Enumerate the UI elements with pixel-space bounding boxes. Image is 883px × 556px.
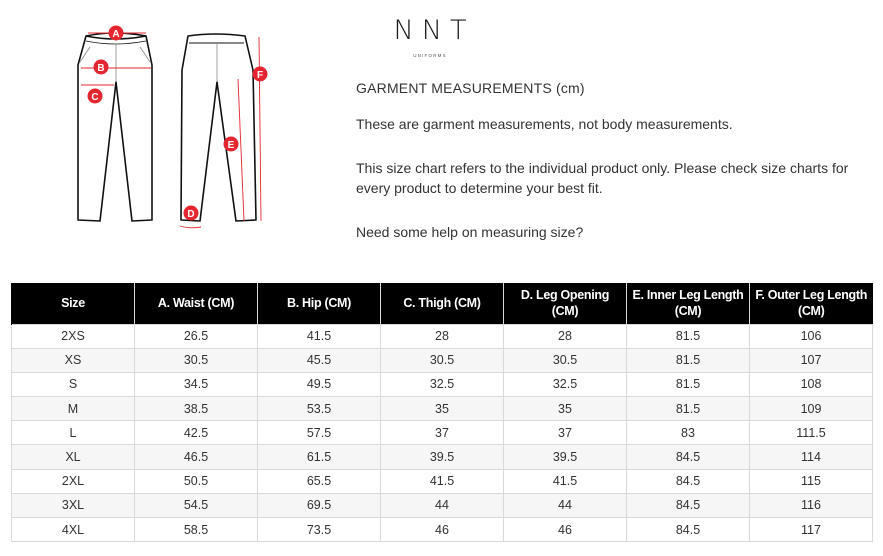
cell-inner-leg-length: 84.5 bbox=[627, 518, 750, 542]
cell-outer-leg-length: 116 bbox=[750, 493, 873, 517]
garment-note: These are garment measurements, not body measurements. bbox=[356, 116, 733, 132]
cell-waist: 50.5 bbox=[135, 469, 258, 493]
cell-outer-leg-length: 114 bbox=[750, 445, 873, 469]
cell-leg-opening: 46 bbox=[504, 518, 627, 542]
cell-leg-opening: 39.5 bbox=[504, 445, 627, 469]
cell-waist: 34.5 bbox=[135, 372, 258, 396]
cell-leg-opening: 37 bbox=[504, 421, 627, 445]
cell-size: XS bbox=[12, 348, 135, 372]
svg-text:F: F bbox=[256, 70, 264, 81]
table-row bbox=[12, 421, 873, 445]
measuring-help-link[interactable]: Need some help on measuring size? bbox=[356, 224, 584, 240]
cell-size: M bbox=[12, 397, 135, 421]
header-waist: A. Waist (CM) bbox=[135, 283, 258, 324]
cell-waist: 58.5 bbox=[135, 518, 258, 542]
cell-inner-leg-length: 84.5 bbox=[627, 445, 750, 469]
cell-thigh: 41.5 bbox=[381, 469, 504, 493]
cell-hip: 65.5 bbox=[258, 469, 381, 493]
front-pants-icon bbox=[78, 33, 152, 221]
header-thigh: C. Thigh (CM) bbox=[381, 283, 504, 324]
cell-size: 3XL bbox=[12, 493, 135, 517]
cell-inner-leg-length: 81.5 bbox=[627, 324, 750, 348]
cell-waist: 38.5 bbox=[135, 397, 258, 421]
cell-waist: 54.5 bbox=[135, 493, 258, 517]
back-pants-icon bbox=[181, 34, 256, 221]
header-inner-leg-length: E. Inner Leg Length (CM) bbox=[627, 283, 750, 324]
marker-f-icon bbox=[253, 67, 268, 82]
cell-leg-opening: 44 bbox=[504, 493, 627, 517]
cell-inner-leg-length: 81.5 bbox=[627, 348, 750, 372]
marker-a-icon bbox=[109, 26, 124, 41]
table-row bbox=[12, 469, 873, 493]
cell-outer-leg-length: 111.5 bbox=[750, 421, 873, 445]
svg-text:A: A bbox=[112, 29, 120, 40]
table-row bbox=[12, 493, 873, 517]
measurement-info bbox=[356, 78, 866, 242]
cell-hip: 69.5 bbox=[258, 493, 381, 517]
table-header-row bbox=[12, 283, 873, 324]
cell-size: 2XL bbox=[12, 469, 135, 493]
cell-outer-leg-length: 117 bbox=[750, 518, 873, 542]
header-size: Size bbox=[12, 283, 135, 324]
table-row bbox=[12, 348, 873, 372]
cell-waist: 30.5 bbox=[135, 348, 258, 372]
cell-waist: 46.5 bbox=[135, 445, 258, 469]
cell-outer-leg-length: 109 bbox=[750, 397, 873, 421]
svg-text:E: E bbox=[227, 140, 235, 151]
cell-outer-leg-length: 107 bbox=[750, 348, 873, 372]
marker-c-icon bbox=[88, 89, 103, 104]
cell-thigh: 35 bbox=[381, 397, 504, 421]
brand-logo bbox=[385, 17, 475, 58]
cell-size: S bbox=[12, 372, 135, 396]
cell-size: XL bbox=[12, 445, 135, 469]
cell-inner-leg-length: 84.5 bbox=[627, 493, 750, 517]
cell-thigh: 30.5 bbox=[381, 348, 504, 372]
table-row bbox=[12, 445, 873, 469]
cell-thigh: 28 bbox=[381, 324, 504, 348]
cell-leg-opening: 28 bbox=[504, 324, 627, 348]
cell-thigh: 37 bbox=[381, 421, 504, 445]
cell-hip: 61.5 bbox=[258, 445, 381, 469]
cell-hip: 53.5 bbox=[258, 397, 381, 421]
cell-thigh: 46 bbox=[381, 518, 504, 542]
cell-size: 2XS bbox=[12, 324, 135, 348]
svg-text:C: C bbox=[91, 92, 99, 103]
svg-text:B: B bbox=[97, 63, 105, 74]
cell-inner-leg-length: 84.5 bbox=[627, 469, 750, 493]
table-row bbox=[12, 372, 873, 396]
brand-subtitle: UNIFORMS bbox=[413, 53, 447, 58]
cell-waist: 42.5 bbox=[135, 421, 258, 445]
cell-hip: 73.5 bbox=[258, 518, 381, 542]
marker-b-icon bbox=[94, 60, 109, 75]
table-row bbox=[12, 397, 873, 421]
pants-measurement-diagram bbox=[60, 20, 290, 235]
cell-leg-opening: 35 bbox=[504, 397, 627, 421]
cell-inner-leg-length: 81.5 bbox=[627, 372, 750, 396]
size-chart-disclaimer: This size chart refers to the individual product only. Please check size charts for every product to determine your best fit. bbox=[356, 160, 849, 196]
cell-size: L bbox=[12, 421, 135, 445]
cell-thigh: 44 bbox=[381, 493, 504, 517]
size-chart-table bbox=[11, 283, 873, 542]
cell-hip: 57.5 bbox=[258, 421, 381, 445]
cell-size: 4XL bbox=[12, 518, 135, 542]
table-row bbox=[12, 518, 873, 542]
cell-inner-leg-length: 83 bbox=[627, 421, 750, 445]
cell-waist: 26.5 bbox=[135, 324, 258, 348]
cell-thigh: 39.5 bbox=[381, 445, 504, 469]
cell-hip: 41.5 bbox=[258, 324, 381, 348]
cell-inner-leg-length: 81.5 bbox=[627, 397, 750, 421]
cell-leg-opening: 32.5 bbox=[504, 372, 627, 396]
marker-d-icon bbox=[184, 206, 199, 221]
cell-thigh: 32.5 bbox=[381, 372, 504, 396]
table-row bbox=[12, 324, 873, 348]
cell-outer-leg-length: 106 bbox=[750, 324, 873, 348]
cell-hip: 45.5 bbox=[258, 348, 381, 372]
header-leg-opening: D. Leg Opening (CM) bbox=[504, 283, 627, 324]
marker-e-icon bbox=[224, 137, 239, 152]
cell-leg-opening: 41.5 bbox=[504, 469, 627, 493]
header-outer-leg-length: F. Outer Leg Length (CM) bbox=[750, 283, 873, 324]
cell-outer-leg-length: 108 bbox=[750, 372, 873, 396]
header-hip: B. Hip (CM) bbox=[258, 283, 381, 324]
cell-leg-opening: 30.5 bbox=[504, 348, 627, 372]
cell-outer-leg-length: 115 bbox=[750, 469, 873, 493]
svg-text:D: D bbox=[187, 209, 195, 220]
section-title: GARMENT MEASUREMENTS (cm) bbox=[356, 80, 585, 96]
cell-hip: 49.5 bbox=[258, 372, 381, 396]
brand-name: NNT bbox=[393, 15, 475, 46]
